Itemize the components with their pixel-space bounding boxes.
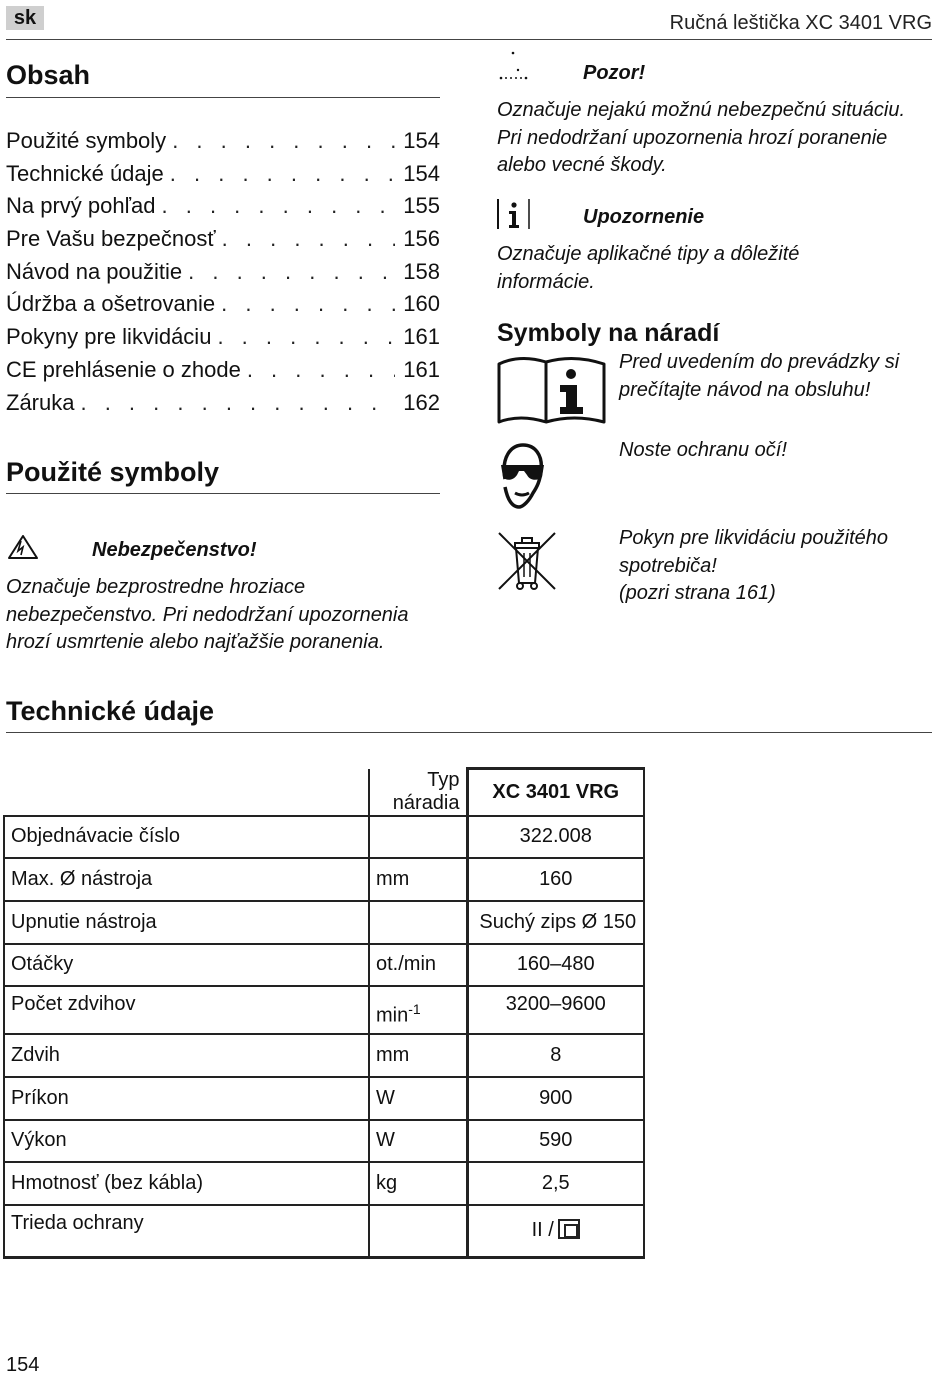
spec-label: Výkon [4, 1120, 369, 1163]
symbols-heading: Použité symboly [6, 457, 220, 487]
spec-unit: mm [369, 858, 467, 901]
toc-leader [221, 291, 395, 317]
toc-entry-title: Údržba a ošetrovanie [6, 291, 216, 317]
toc-entry-title: Návod na použitie [6, 258, 183, 284]
note-line: Označuje aplikačné tipy a dôležité [497, 243, 800, 265]
info-icon [497, 198, 531, 230]
spec-unit: W [369, 1120, 467, 1163]
header-divider [6, 39, 932, 40]
spec-label: Max. Ø nástroja [4, 858, 369, 901]
table-row [4, 858, 644, 901]
toc-entry-page: 154 [403, 128, 440, 153]
table-row [4, 901, 644, 944]
tech-heading-rule [6, 732, 932, 733]
spec-value: 160 [467, 858, 644, 901]
crossed-bin-icon [497, 531, 557, 593]
table-row [4, 1077, 644, 1120]
toc-entry-title: Použité symboly [6, 128, 167, 153]
toc-entry[interactable] [6, 161, 440, 194]
danger-line: Označuje bezprostredne hroziace [6, 576, 306, 598]
page-number: 154 [6, 1354, 40, 1376]
note-line: informácie. [497, 270, 595, 293]
caution-line: Pri nedodržaní upozornenia hrozí poranenie [497, 126, 888, 149]
table-row [4, 1205, 644, 1257]
spec-value: Suchý zips Ø 150 [467, 901, 644, 944]
spec-unit: mm [369, 1034, 467, 1077]
spec-value: 160–480 [467, 944, 644, 987]
table-row [4, 1120, 644, 1163]
caution-title: Pozor! [583, 62, 646, 84]
spec-label: Trieda ochrany [4, 1205, 369, 1257]
toc-entry[interactable] [6, 357, 440, 390]
toc-leader [217, 324, 395, 350]
danger-line: hrozí usmrtenie alebo najťažšie poranenia. [6, 631, 385, 653]
toc-entry[interactable] [6, 390, 440, 423]
tech-heading: Technické údaje [6, 696, 215, 726]
spec-label: Upnutie nástroja [4, 901, 369, 944]
spec-empty-cell [4, 769, 369, 816]
toc-entry[interactable] [6, 128, 440, 161]
type-label: Typ náradia [369, 769, 467, 816]
table-row [4, 816, 644, 859]
protection-class-cell [467, 1205, 644, 1257]
language-tag: sk [6, 6, 44, 30]
caution-line: Označuje nejakú možnú nebezpečnú situáciu. [497, 99, 906, 121]
spec-value: 8 [467, 1034, 644, 1077]
toc-entry-page: 161 [403, 356, 440, 382]
spec-value: 3200–9600 [467, 986, 644, 1034]
toc-heading: Obsah [6, 60, 91, 90]
table-row [4, 1034, 644, 1077]
toc-entry-title: Pre Vašu bezpečnosť [6, 226, 216, 252]
tool-symbols-heading: Symboly na náradí [497, 319, 720, 347]
toc-entry-page: 154 [403, 160, 440, 186]
toc-entry[interactable] [6, 291, 440, 324]
manual-line: Pred uvedením do prevádzky si [619, 351, 900, 373]
danger-line: nebezpečenstvo. Pri nedodržaní upozornenia [6, 603, 409, 626]
toc-entry-title: Na prvý pohľad [6, 193, 156, 219]
spec-unit-cell [369, 986, 467, 1034]
spec-label: Hmotnosť (bez kábla) [4, 1162, 369, 1205]
table-row [4, 769, 644, 816]
danger-triangle-icon [6, 533, 40, 561]
spec-value: 2,5 [467, 1162, 644, 1205]
spec-unit [369, 1205, 467, 1257]
spec-value: 322.008 [467, 816, 644, 859]
caution-line: alebo vecné škody. [497, 154, 667, 176]
spec-label: Príkon [4, 1077, 369, 1120]
toc-entry-page: 160 [403, 291, 440, 317]
safety-glasses-icon [497, 441, 547, 511]
toc-entry-page: 161 [403, 324, 440, 350]
spec-unit-exponent: -1 [408, 1000, 421, 1017]
caution-description [497, 97, 905, 180]
toc-leader [222, 226, 396, 252]
table-row [4, 986, 644, 1034]
table-row [4, 944, 644, 987]
spec-unit: kg [369, 1162, 467, 1205]
manual-line: prečítajte návod na obsluhu! [619, 378, 871, 401]
danger-description [6, 574, 409, 657]
toc-entry-page: 158 [403, 258, 440, 284]
manual-book-icon [496, 352, 608, 426]
toc-leader [80, 390, 395, 416]
toc-entry-page: 162 [403, 389, 440, 415]
spec-unit: W [369, 1077, 467, 1120]
spec-unit: ot./min [369, 944, 467, 987]
toc-leader [162, 193, 396, 219]
toc-entry-title: Záruka [6, 389, 75, 415]
caution-triangle-icon [496, 48, 532, 84]
toc-entry[interactable] [6, 324, 440, 357]
spec-value: II / [531, 1219, 554, 1242]
eyes-line: Noste ochranu očí! [619, 439, 787, 461]
toc-heading-rule [6, 97, 440, 98]
toc-entry-title: Pokyny pre likvidáciu [6, 324, 212, 350]
danger-title: Nebezpečenstvo! [92, 539, 257, 561]
toc-leader [247, 357, 395, 383]
toc-entry[interactable] [6, 226, 440, 259]
spec-label: Zdvih [4, 1034, 369, 1077]
spec-value: 590 [467, 1120, 644, 1163]
disposal-line: spotrebiča! [619, 554, 717, 577]
symbols-heading-rule [6, 493, 440, 494]
table-of-contents [6, 128, 440, 422]
header-title: Ručná leštička XC 3401 VRG [669, 12, 932, 34]
note-title: Upozornenie [583, 206, 705, 228]
spec-unit: min [376, 1004, 409, 1027]
spec-value: 900 [467, 1077, 644, 1120]
toc-entry[interactable] [6, 193, 440, 226]
toc-entry-page: 155 [403, 193, 440, 219]
table-row [4, 1162, 644, 1205]
toc-entry-page: 156 [403, 226, 440, 252]
model-name: XC 3401 VRG [467, 769, 644, 816]
toc-leader [170, 161, 396, 187]
spec-label: Objednávacie číslo [4, 816, 369, 859]
spec-table [3, 767, 645, 1259]
manual-description [619, 349, 899, 404]
disposal-line: (pozri strana 161) [619, 582, 776, 604]
spec-unit [369, 816, 467, 859]
spec-label: Otáčky [4, 944, 369, 987]
disposal-line: Pokyn pre likvidáciu použitého [619, 527, 889, 549]
toc-leader [188, 259, 395, 285]
toc-entry-title: Technické údaje [6, 160, 164, 186]
toc-leader [172, 128, 395, 154]
eyes-description [619, 437, 787, 465]
toc-entry-title: CE prehlásenie o zhode [6, 356, 241, 382]
spec-label: Počet zdvihov [4, 986, 369, 1034]
disposal-description [619, 525, 888, 608]
double-insulation-icon [558, 1219, 580, 1239]
spec-unit [369, 901, 467, 944]
toc-entry[interactable] [6, 259, 440, 292]
note-description [497, 241, 799, 296]
